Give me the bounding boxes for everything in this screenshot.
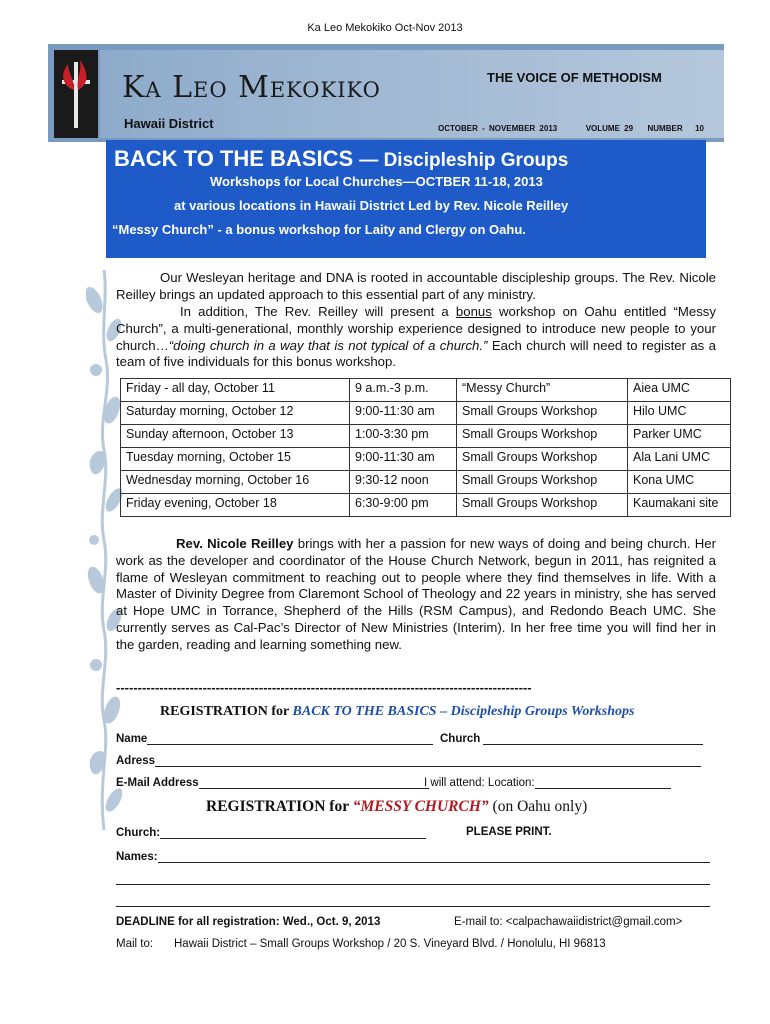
table-cell: 9:00-11:30 am — [350, 402, 457, 425]
reg2-title-event: “MESSY CHURCH” — [352, 798, 489, 815]
names-label: Names: — [116, 851, 158, 863]
name-input-line[interactable] — [147, 732, 433, 745]
table-cell: Small Groups Workshop — [457, 425, 628, 448]
workshop-schedule-table — [120, 378, 731, 517]
intro-p2-end: Each church will need to register as a team of five individuals for this bonus workshop. — [116, 337, 716, 370]
table-cell: Kaumakani site — [628, 494, 731, 517]
names-field[interactable] — [116, 850, 710, 863]
reg2-title-prefix: REGISTRATION for — [206, 798, 353, 815]
intro-p2-start: In addition, The Rev. Reilley will present a — [180, 304, 456, 319]
intro-paragraph-2 — [116, 304, 716, 371]
name-field[interactable] — [116, 732, 433, 745]
district-name: Hawaii District — [124, 116, 214, 131]
divider-line: ------------------------------------------------------------------------------------------------ — [116, 680, 532, 695]
number-label: NUMBER — [647, 124, 683, 133]
email-label: E-Mail Address — [116, 777, 199, 789]
table-cell: Aiea UMC — [628, 379, 731, 402]
running-header: Ka Leo Mekokiko Oct-Nov 2013 — [307, 22, 463, 34]
deadline-text: DEADLINE for all registration: Wed., Oct. 9, 2013 — [116, 916, 381, 928]
email-field[interactable] — [116, 776, 429, 789]
bio-text: brings with her a passion for new ways of doing and being church. Her work as the developer and coordinator of the House Church Network, begun in 2011, has reignited a flame of Wesleyan commitment to reaching out to people where they find themselves in life. With a Master of Divinity Degree from Claremont School of Theology and 22 years in ministry, she has served at Hope UMC in Torrance, Shepherd of the Hills (RSM Campus), and Redondo Beach UMC. She currently serves as Cal-Pac’s Director of New Ministries (Interim). In her free time you will find her in the garden, reading and learning something new. — [116, 536, 716, 652]
names-input-line-3[interactable] — [116, 894, 710, 907]
feature-subtitle: — Discipleship Groups — [359, 150, 569, 171]
table-cell: Hilo UMC — [628, 402, 731, 425]
intro-p2-quote: “doing church in a way that is not typical of a church.” — [168, 337, 488, 353]
feature-line-2: at various locations in Hawaii District Led by Rev. Nicole Reilley — [174, 198, 569, 213]
church-field[interactable] — [440, 732, 703, 745]
intro-paragraph-1: Our Wesleyan heritage and DNA is rooted in accountable discipleship groups. The Rev. Nicole Reilley brings an updated approach to this essential part of any ministry. — [116, 270, 716, 302]
messy-church-church-field[interactable] — [116, 826, 426, 839]
table-row — [121, 471, 731, 494]
intro-p2-middle: workshop on Oahu entitled “Messy Church”, a multi-generational, monthly worship experience designed to introduce new people to your church… — [116, 304, 716, 353]
table-cell: Parker UMC — [628, 425, 731, 448]
address-label: Adress — [116, 755, 155, 767]
address-field[interactable] — [116, 754, 701, 767]
table-cell: Friday evening, October 18 — [121, 494, 350, 517]
messy-church-input-line[interactable] — [160, 826, 426, 839]
feature-title-main: BACK TO THE BASICS — [114, 146, 354, 171]
attend-label: I will attend: Location: — [424, 777, 535, 789]
feature-title — [114, 146, 568, 172]
church-label: Church — [440, 733, 481, 745]
table-cell: Small Groups Workshop — [457, 471, 628, 494]
table-cell: Wednesday morning, October 16 — [121, 471, 350, 494]
table-cell: Kona UMC — [628, 471, 731, 494]
table-cell: Small Groups Workshop — [457, 494, 628, 517]
table-cell: 1:00-3:30 pm — [350, 425, 457, 448]
intro-p2-bonus: bonus — [455, 304, 492, 319]
table-cell: Ala Lani UMC — [628, 448, 731, 471]
table-row — [121, 494, 731, 517]
bio-name: Rev. Nicole Reilley — [176, 536, 294, 551]
attend-input-line[interactable] — [535, 776, 671, 789]
names-input-line-2[interactable] — [116, 872, 710, 885]
registration-title-workshops — [160, 704, 634, 720]
mail-address-text: Hawaii District – Small Groups Workshop / 20 S. Vineyard Blvd. / Honolulu, HI 96813 — [174, 938, 606, 950]
feature-line-3: “Messy Church” - a bonus workshop for Laity and Clergy on Oahu. — [112, 222, 526, 237]
reg2-title-suffix: (on Oahu only) — [488, 798, 588, 815]
table-row — [121, 448, 731, 471]
mail-to-label: Mail to: — [116, 938, 154, 950]
names-input-line-1[interactable] — [158, 850, 710, 863]
attend-location-field[interactable] — [424, 776, 671, 789]
table-cell: Sunday afternoon, October 13 — [121, 425, 350, 448]
address-input-line[interactable] — [155, 754, 701, 767]
feature-line-1: Workshops for Local Churches—OCTBER 11-18, 2013 — [210, 174, 543, 189]
table-cell: Saturday morning, October 12 — [121, 402, 350, 425]
name-label: Name — [116, 733, 148, 745]
reg1-title-event: BACK TO THE BASICS – Discipleship Groups Workshops — [292, 704, 635, 719]
table-row — [121, 425, 731, 448]
tagline: THE VOICE OF METHODISM — [487, 70, 662, 85]
newsletter-title: Ka Leo Mekokiko — [122, 70, 381, 105]
schedule-body — [121, 379, 731, 517]
church-input-line[interactable] — [483, 732, 703, 745]
registration-title-messy-church — [206, 798, 587, 816]
table-cell: 9 a.m.-3 p.m. — [350, 379, 457, 402]
issue-date: OCTOBER - NOVEMBER 2013 — [438, 124, 558, 133]
number-value: 10 — [695, 124, 704, 133]
bio-paragraph — [116, 536, 716, 654]
table-row — [121, 379, 731, 402]
cross-and-flame-icon — [54, 50, 98, 138]
table-cell: 9:00-11:30 am — [350, 448, 457, 471]
table-cell: Small Groups Workshop — [457, 448, 628, 471]
email-input-line[interactable] — [199, 776, 429, 789]
reg1-title-prefix: REGISTRATION for — [160, 704, 293, 719]
table-cell: 9:30-12 noon — [350, 471, 457, 494]
please-print-note: PLEASE PRINT. — [466, 826, 552, 838]
table-cell: Small Groups Workshop — [457, 402, 628, 425]
email-address-text: E-mail to: <calpachawaiidistrict@gmail.com> — [454, 916, 683, 928]
table-cell: Tuesday morning, October 15 — [121, 448, 350, 471]
table-cell: Friday - all day, October 11 — [121, 379, 350, 402]
table-row — [121, 402, 731, 425]
table-cell: “Messy Church” — [457, 379, 628, 402]
issue-info — [438, 124, 704, 133]
table-cell: 6:30-9:00 pm — [350, 494, 457, 517]
volume: VOLUME 29 — [585, 124, 634, 133]
messy-church-label: Church: — [116, 827, 161, 839]
